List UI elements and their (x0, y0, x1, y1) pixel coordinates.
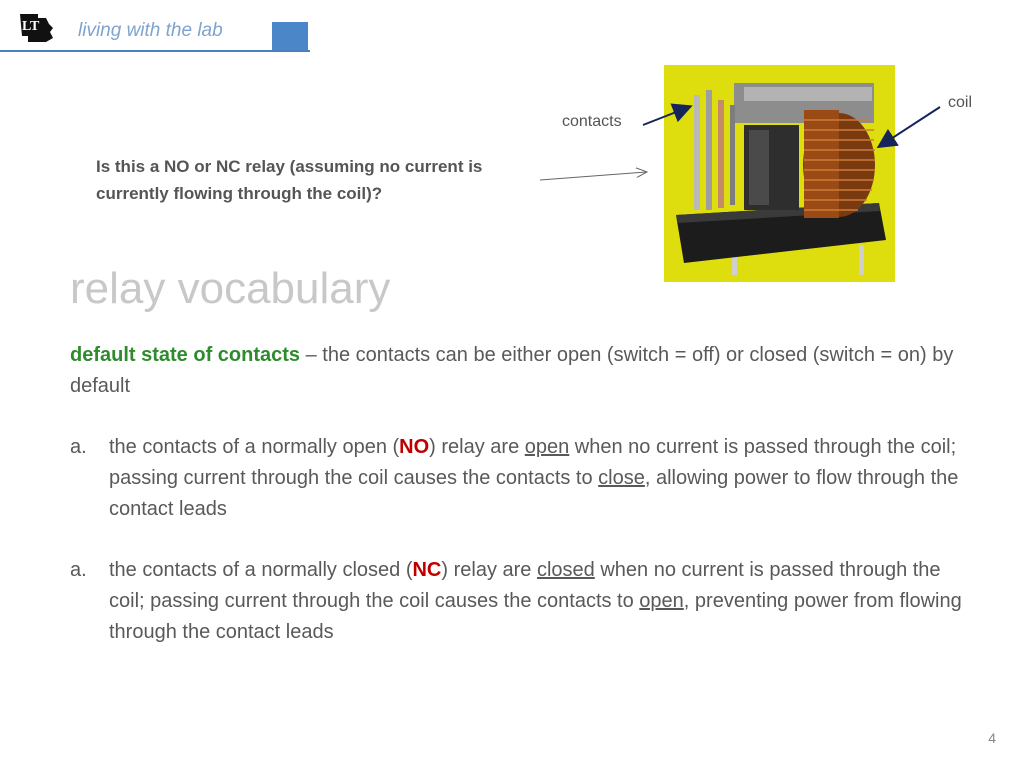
underlined-word: closed (536, 559, 595, 581)
header-tagline: living with the lab (78, 20, 223, 41)
slide-title: relay vocabulary (70, 264, 391, 313)
list-marker: a. (70, 436, 87, 458)
item-text: ) relay are (429, 436, 525, 458)
relay-code-nc: NC (412, 559, 442, 581)
relay-code-no: NO (399, 436, 430, 458)
header-accent-box (272, 22, 308, 51)
list-item-normally-closed (70, 555, 970, 648)
header-divider (0, 50, 310, 52)
underlined-word: close (598, 467, 645, 489)
item-text: ) relay are (441, 559, 537, 581)
underlined-word: open (639, 590, 684, 612)
underlined-word: open (524, 436, 570, 458)
relay-photo (664, 65, 895, 282)
slide-content (70, 340, 970, 648)
contacts-label: contacts (562, 113, 622, 130)
definition-term: default state of contacts (70, 344, 301, 366)
coil-label: coil (948, 94, 973, 111)
item-text: the contacts of a normally open ( (109, 436, 400, 458)
item-text: when no current is passed through the coil; passing current through the coil causes the contacts to (109, 436, 957, 489)
question-arrow (540, 172, 646, 180)
item-text: the contacts of a normally closed ( (109, 559, 413, 581)
item-text: when no current is passed through the coil; passing current through the coil causes the contacts to (109, 559, 941, 612)
list-item-normally-open (70, 432, 970, 525)
item-text: , preventing power from flowing through the contact leads (109, 590, 962, 643)
definition-text: – the contacts can be either open (switch = off) or closed (switch = on) by default (70, 344, 954, 397)
question-text: Is this a NO or NC relay (assuming no current is currently flowing through the coil)? (96, 157, 483, 203)
page-number: 4 (988, 730, 996, 746)
university-logo (16, 10, 56, 46)
logo-text: LT (22, 19, 40, 34)
item-text: , allowing power to flow through the contact leads (109, 467, 959, 520)
definition-paragraph (70, 340, 970, 402)
list-marker: a. (70, 559, 87, 581)
